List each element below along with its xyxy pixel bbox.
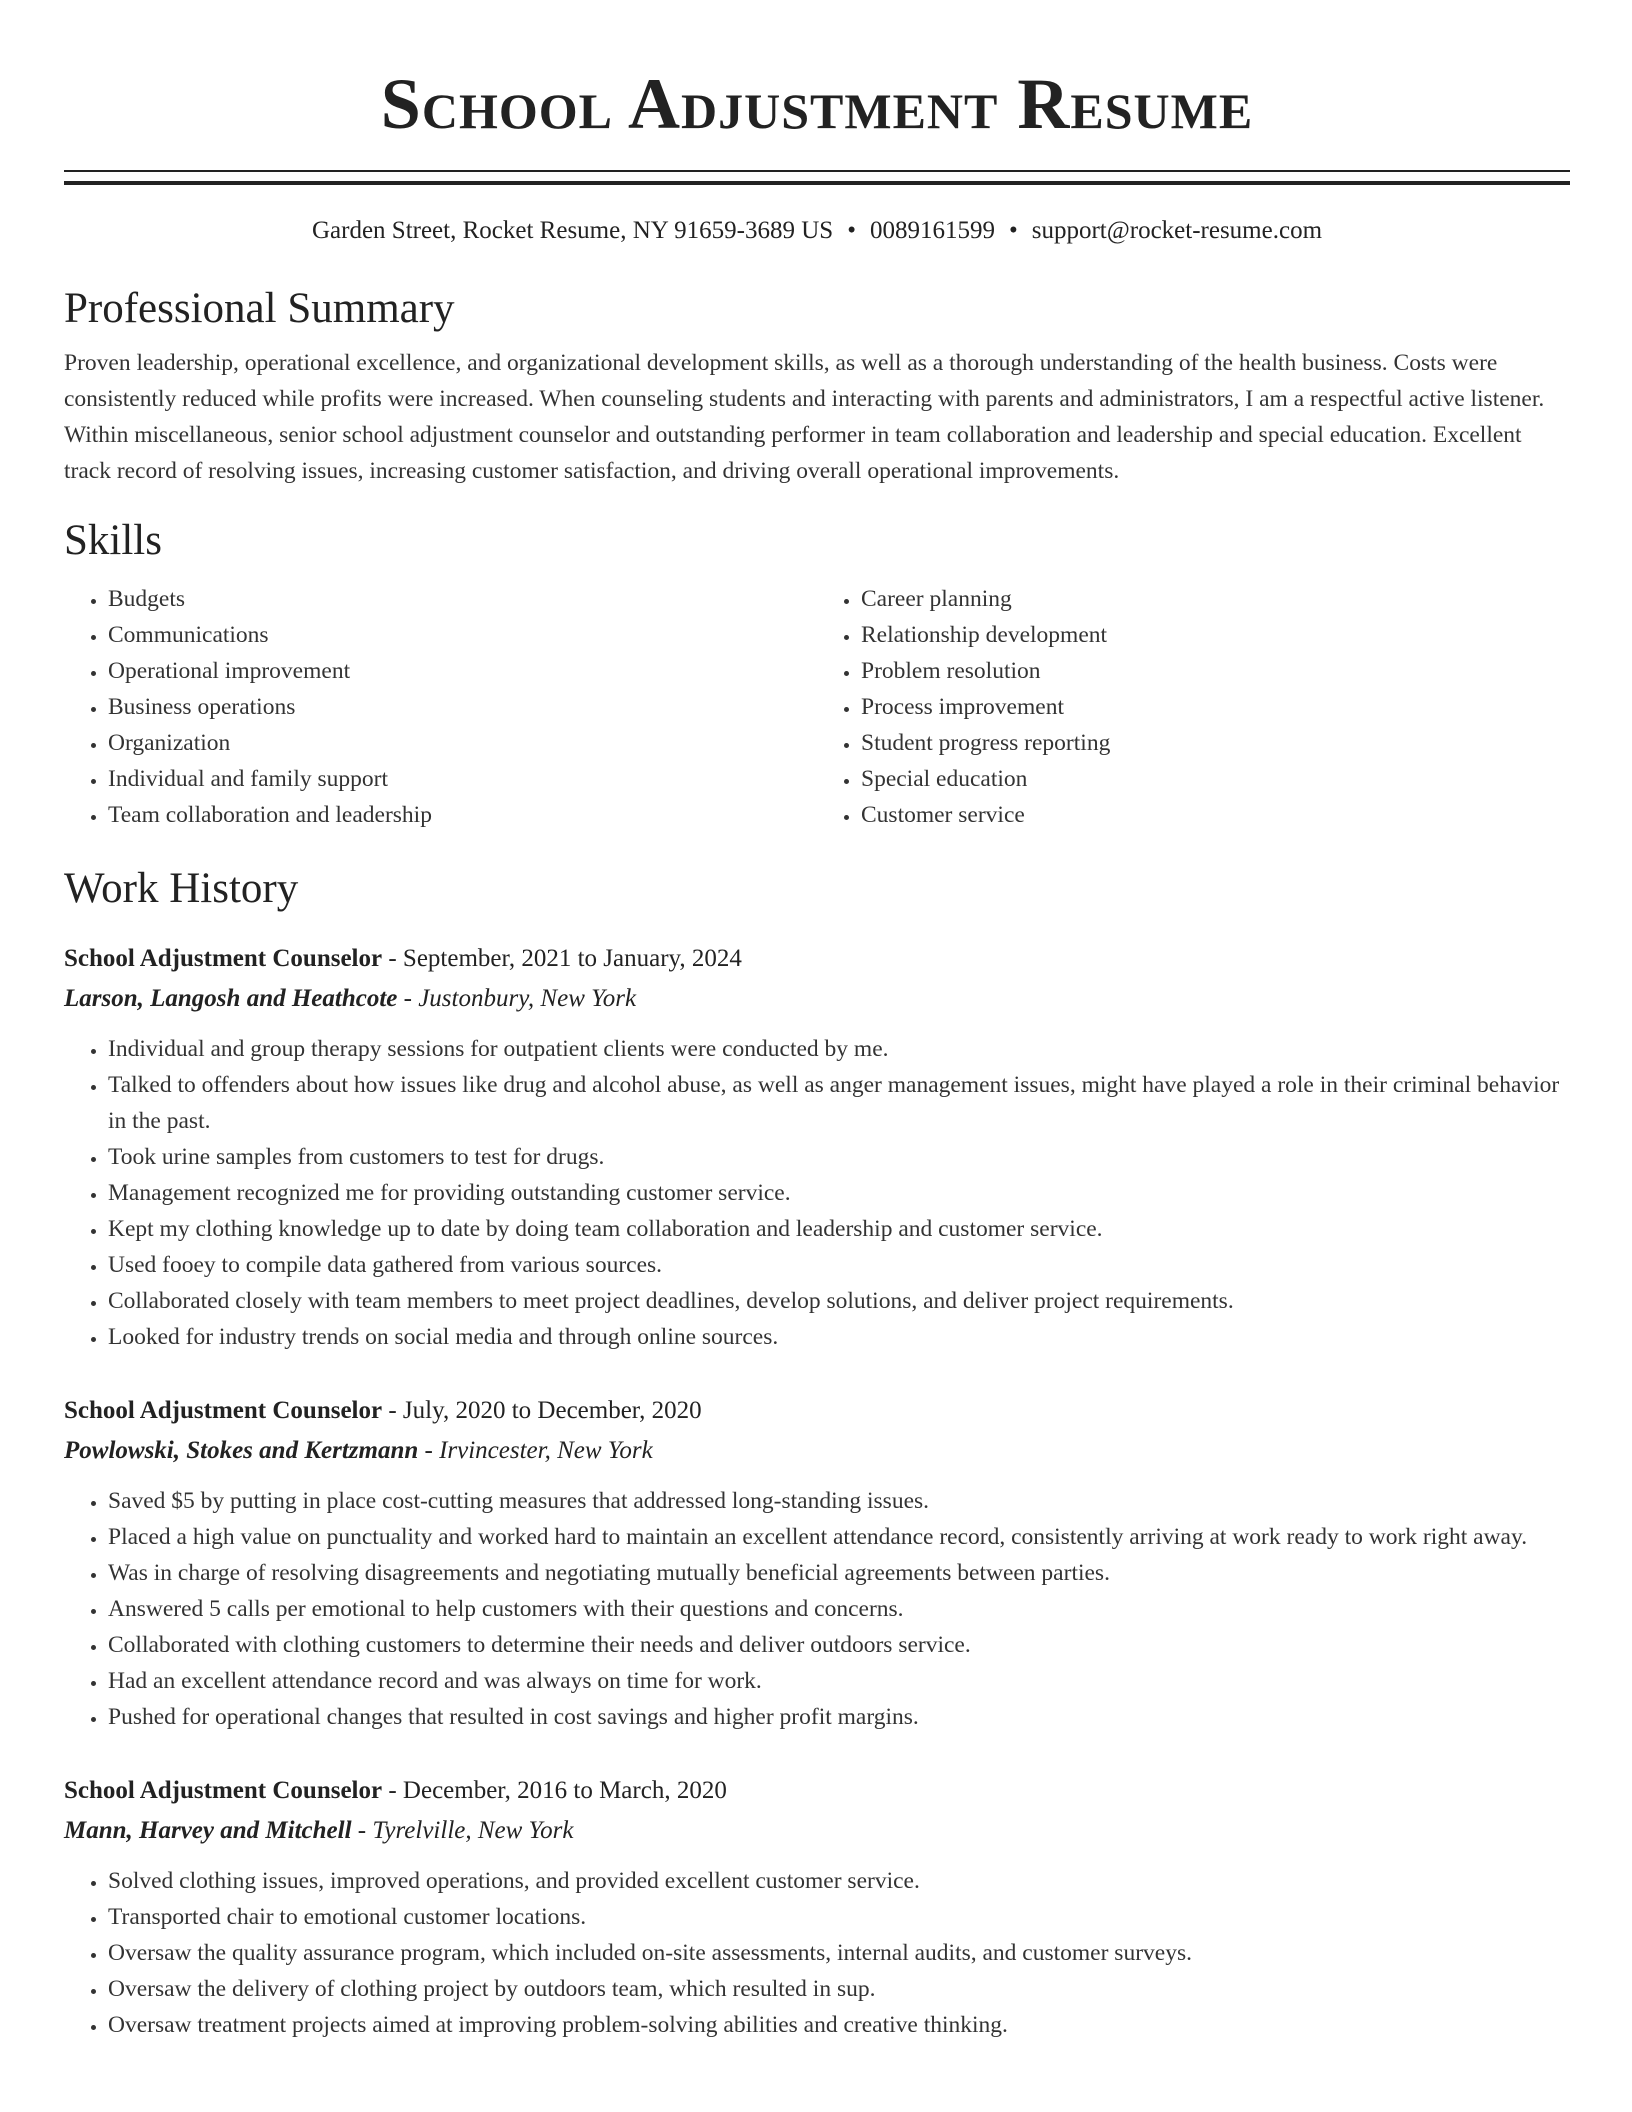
skill-item: • Special education [861,761,1570,797]
skills-heading: Skills [64,517,162,564]
skill-item: • Process improvement [861,689,1570,725]
job-bullet: • Placed a high value on punctuality and worked hard to maintain an excellent attendance record, consistently arriving at work ready to work right away. [108,1519,1570,1555]
title-divider [64,170,1570,185]
job-company: Larson, Langosh and Heathcote [64,985,398,1012]
job-bullet: • Management recognized me for providing outstanding customer service. [108,1175,1570,1211]
job-dates: - September, 2021 to January, 2024 [382,945,742,972]
job-bullet: • Transported chair to emotional customer locations. [108,1899,1570,1935]
job-bullet: • Took urine samples from customers to test for drugs. [108,1139,1570,1175]
skill-item: • Communications [108,617,817,653]
job-entry [64,1771,1570,2043]
skill-item: • Business operations [108,689,817,725]
job-company: Powlowski, Stokes and Kertzmann [64,1437,419,1464]
resume-page [64,0,1570,2043]
skill-item: • Individual and family support [108,761,817,797]
job-location: - Irvincester, New York [418,1437,653,1464]
job-dates: - July, 2020 to December, 2020 [382,1397,702,1424]
job-bullet: • Oversaw the delivery of clothing project by outdoors team, which resulted in sup. [108,1971,1570,2007]
summary-text: Proven leadership, operational excellence, and organizational development skills, as well as a thorough understanding of the health business. Costs were consistently reduced while profits were increased. When counseling students and interacting with parents and administrators, I am a respectful active listener. Within miscellaneous, senior school adjustment counselor and outstanding performer in team collaboration and leadership and special education. Excellent track record of resolving issues, increasing customer satisfaction, and driving overall operational improvements. [64,350,1545,484]
job-title-line [64,1391,1570,1431]
resume-title: School Adjustment Resume [380,64,1254,144]
summary-heading: Professional Summary [64,285,455,332]
job-dates: - December, 2016 to March, 2020 [382,1777,727,1804]
skill-item: • Budgets [108,581,817,617]
job-bullet: • Oversaw the quality assurance program, which included on-site assessments, internal audits, and customer surveys. [108,1935,1570,1971]
job-bullet: • Individual and group therapy sessions for outpatient clients were conducted by me. [108,1031,1570,1067]
skills-list [64,581,1570,833]
contact-line [64,215,1570,247]
contact-separator: • [1008,217,1018,244]
job-location: - Justonbury, New York [397,985,637,1012]
job-bullet: • Answered 5 calls per emotional to help customers with their questions and concerns. [108,1591,1570,1627]
job-title: School Adjustment Counselor [64,1397,383,1424]
job-location: - Tyrelville, New York [351,1817,574,1844]
skill-item: • Operational improvement [108,653,817,689]
job-bullet: • Pushed for operational changes that resulted in cost savings and higher profit margins. [108,1699,1570,1735]
job-entry [64,939,1570,1355]
skill-item: • Career planning [861,581,1570,617]
contact-separator: • [847,217,856,244]
job-bullet: • Oversaw treatment projects aimed at improving problem-solving abilities and creative thinking. [108,2007,1570,2043]
skills-column-right [817,581,1570,833]
job-bullet: • Kept my clothing knowledge up to date by doing team collaboration and leadership and customer service. [108,1211,1570,1247]
skill-item: • Organization [108,725,817,761]
skill-item: • Customer service [861,797,1570,833]
job-bullet: • Used fooey to compile data gathered from various sources. [108,1247,1570,1283]
job-company: Mann, Harvey and Mitchell [64,1817,352,1844]
job-title-line [64,939,1570,979]
contact-address: Garden Street, Rocket Resume, NY 91659-3689 US [311,217,834,244]
job-bullets [64,1863,1570,2043]
job-company-line [64,1811,1570,1851]
job-title-line [64,1771,1570,1811]
job-bullet: • Looked for industry trends on social media and through online sources. [108,1319,1570,1355]
job-entry [64,1391,1570,1735]
job-bullet: • Was in charge of resolving disagreements and negotiating mutually beneficial agreements between parties. [108,1555,1570,1591]
job-bullet: • Solved clothing issues, improved operations, and provided excellent customer service. [108,1863,1570,1899]
work-history-heading: Work History [64,865,299,912]
job-title: School Adjustment Counselor [64,945,383,972]
job-bullet: • Saved $5 by putting in place cost-cutting measures that addressed long-standing issues. [108,1483,1570,1519]
skill-item: • Team collaboration and leadership [108,797,817,833]
job-bullet: • Had an excellent attendance record and was always on time for work. [108,1663,1570,1699]
skill-item: • Student progress reporting [861,725,1570,761]
contact-phone: 0089161599 [869,217,995,244]
job-bullet: • Collaborated closely with team members to meet project deadlines, develop solutions, and deliver project requirements. [108,1283,1570,1319]
job-company-line [64,1431,1570,1471]
job-bullet: • Talked to offenders about how issues like drug and alcohol abuse, as well as anger management issues, might have played a role in their criminal behavior in the past. [108,1067,1570,1139]
contact-email[interactable]: support@rocket-resume.com [1031,217,1323,244]
skill-item: • Problem resolution [861,653,1570,689]
job-company-line [64,979,1570,1019]
job-title: School Adjustment Counselor [64,1777,383,1804]
skills-column-left [64,581,817,833]
job-bullet: • Collaborated with clothing customers to determine their needs and deliver outdoors service. [108,1627,1570,1663]
job-bullets [64,1483,1570,1735]
job-bullets [64,1031,1570,1355]
skill-item: • Relationship development [861,617,1570,653]
